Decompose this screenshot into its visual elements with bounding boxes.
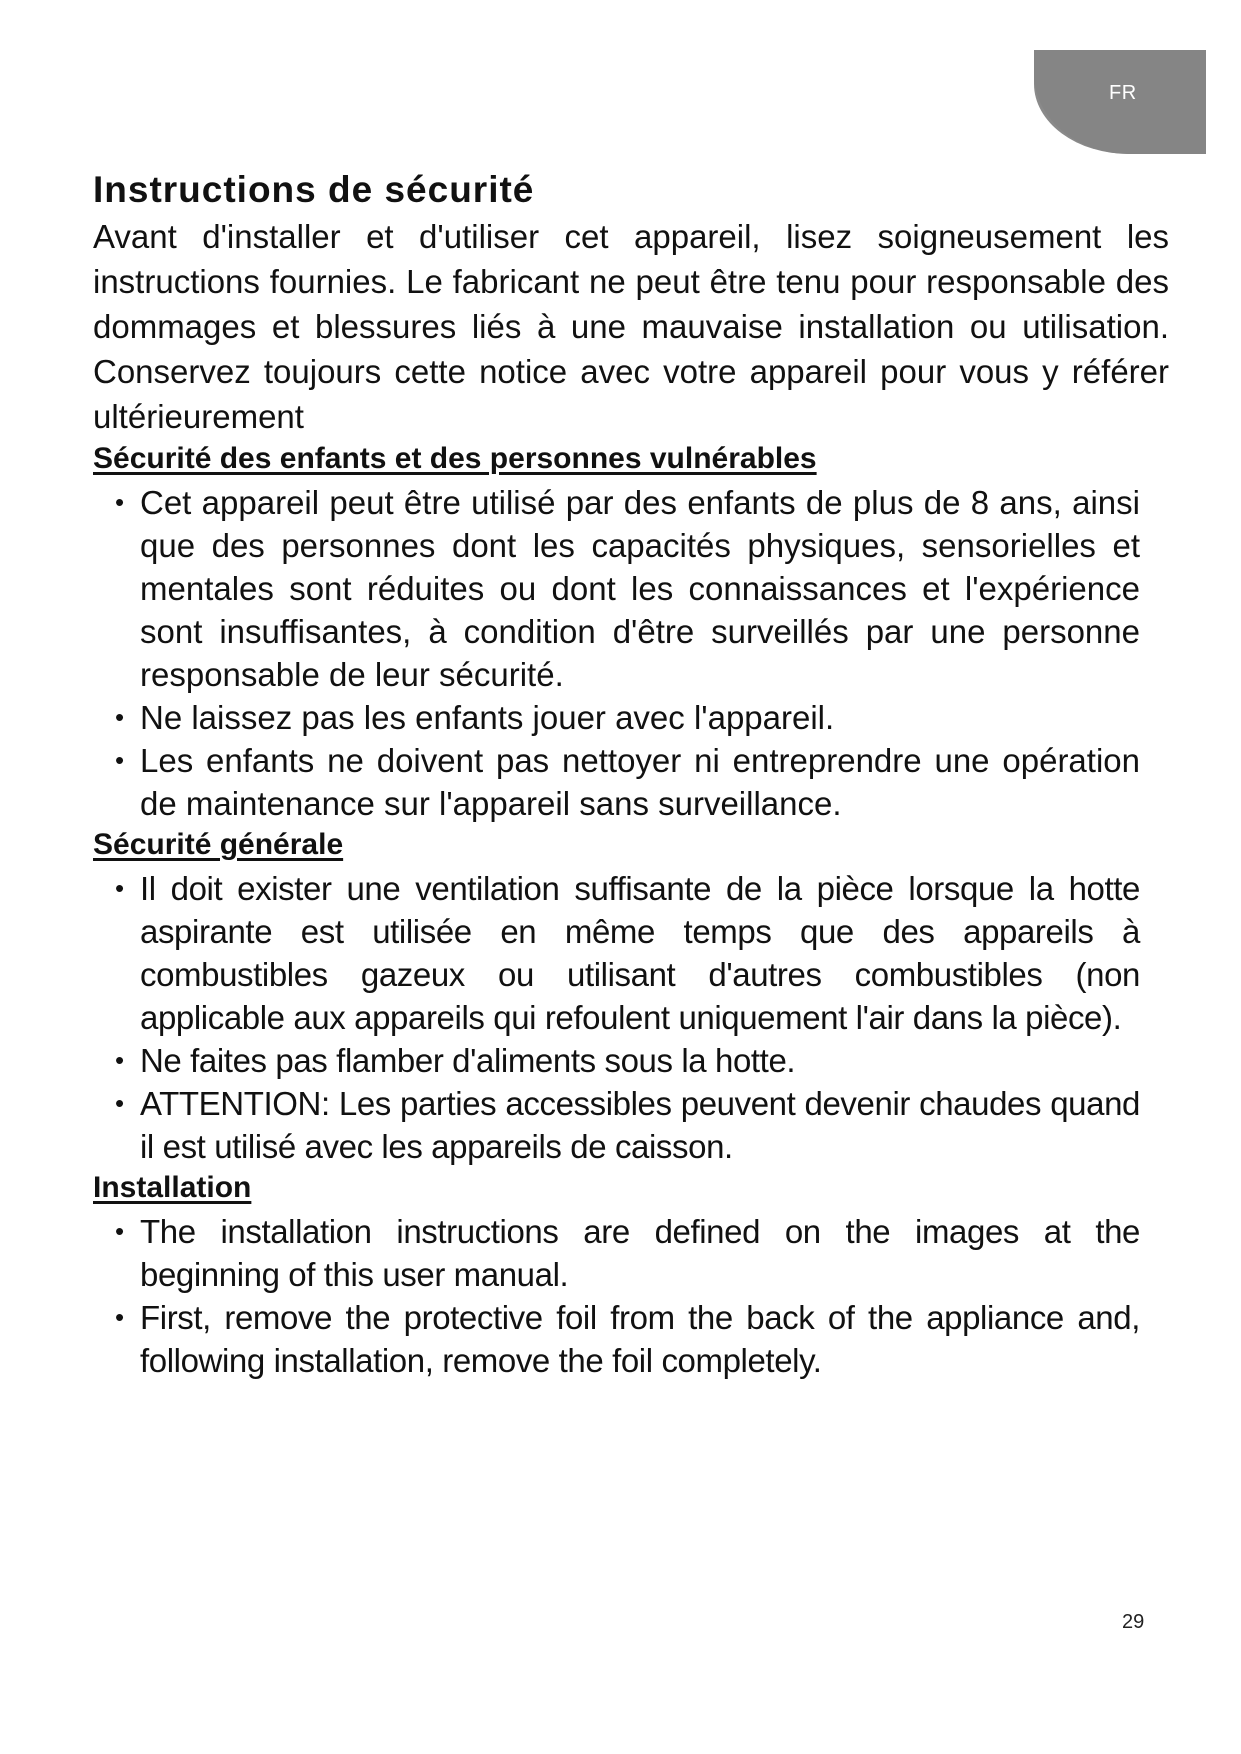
list-item: • Il doit exister une ventilation suffisante de la pièce lorsque la hotte aspirante est utilisée en même temps que des appareils à combustibles gazeux ou utilisant d'autres combustibles (non applicable aux appareils qui refoulent uniquement l'air dans la pièce). xyxy=(93,867,1140,1039)
section-heading-children-safety: Sécurité des enfants et des personnes vulnérables xyxy=(93,442,817,475)
installation-list xyxy=(93,1210,1173,1382)
children-safety-list xyxy=(93,481,1173,825)
list-item: • Cet appareil peut être utilisé par des enfants de plus de 8 ans, ainsi que des personnes dont les capacités physiques, sensorielles et mentales sont réduites ou dont les connaissances et l'expérience sont insuffisantes, à condition d'être surveillés par une personne responsable de leur sécurité. xyxy=(93,481,1140,696)
list-item: • First, remove the protective foil from the back of the appliance and, following installation, remove the foil completely. xyxy=(93,1296,1140,1382)
general-safety-list xyxy=(93,867,1173,1168)
list-item: • The installation instructions are defined on the images at the beginning of this user manual. xyxy=(93,1210,1140,1296)
list-item: • ATTENTION: Les parties accessibles peuvent devenir chaudes quand il est utilisé avec les appareils de caisson. xyxy=(93,1082,1140,1168)
list-item: • Ne faites pas flamber d'aliments sous la hotte. xyxy=(93,1039,1140,1082)
section-heading-installation: Installation xyxy=(93,1171,252,1204)
page-title: Instructions de sécurité xyxy=(93,169,535,210)
page-content xyxy=(93,168,1173,1382)
list-item: • Ne laissez pas les enfants jouer avec l'appareil. xyxy=(93,696,1140,739)
page-number: 29 xyxy=(1122,1611,1145,1633)
intro-paragraph: Avant d'installer et d'utiliser cet appareil, lisez soigneusement les instructions fournies. Le fabricant ne peut être tenu pour responsable des dommages et blessures liés à une mauvaise installation ou utilisation. Conservez toujours cette notice avec votre appareil pour vous y référer ultérieurement xyxy=(93,218,1169,435)
section-heading-general-safety: Sécurité générale xyxy=(93,828,344,861)
list-item: • Les enfants ne doivent pas nettoyer ni entreprendre une opération de maintenance sur l'appareil sans surveillance. xyxy=(93,739,1140,825)
language-label: FR xyxy=(1109,82,1137,104)
